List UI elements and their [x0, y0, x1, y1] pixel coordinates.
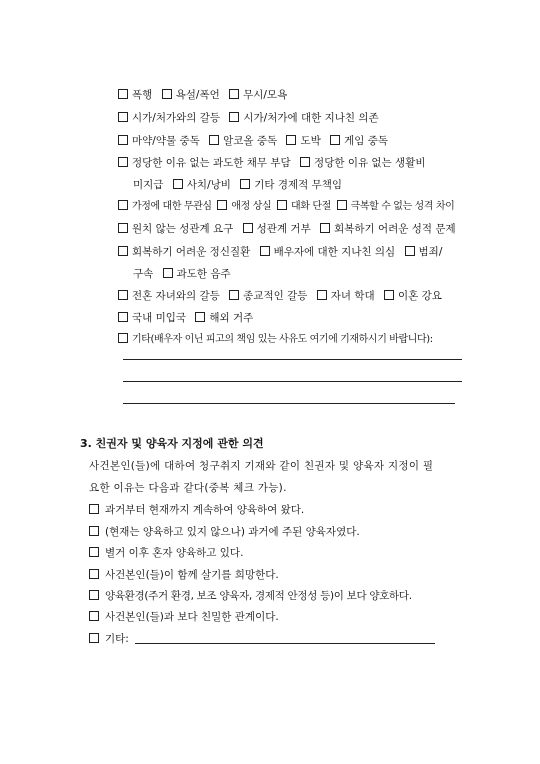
reason-label: 이혼 강요 — [397, 290, 442, 302]
reason-label: 극복할 수 없는 성격 차이 — [350, 201, 455, 212]
checkbox[interactable] — [89, 547, 99, 557]
custody-option-label: 사건본인(들)이 함께 살기를 희망한다. — [105, 569, 279, 581]
reason-option[interactable] — [240, 179, 342, 191]
checkbox[interactable] — [173, 179, 183, 189]
checkbox[interactable] — [277, 200, 287, 210]
reason-label: 무시/모욕 — [243, 89, 288, 101]
checkbox[interactable] — [89, 590, 99, 600]
checkbox[interactable] — [118, 112, 128, 122]
reason-option[interactable] — [162, 89, 220, 101]
reason-option[interactable] — [209, 135, 277, 147]
section-paragraph: 사건본인(들)에 대하여 청구취지 기재와 같이 친권자 및 양육자 지정이 필 — [89, 460, 434, 472]
checkbox[interactable] — [118, 312, 128, 322]
reason-label: 성관계 거부 — [256, 223, 311, 235]
custody-other-input-line[interactable] — [135, 633, 435, 644]
reason-option[interactable] — [163, 268, 231, 280]
reason-option[interactable] — [300, 157, 425, 169]
checkbox[interactable] — [118, 200, 128, 210]
reason-label: 배우자에 대한 지나친 의심 — [273, 246, 396, 258]
reason-label: 정당한 이유 없는 과도한 채무 부담 — [132, 157, 291, 169]
checkbox[interactable] — [286, 135, 296, 145]
reason-label: 애정 상실 — [231, 201, 272, 212]
reason-row-5 — [118, 200, 454, 214]
reason-label: 기타(배우자 이닌 피고의 책임 있는 사유도 여기에 기재하시기 바랍니다): — [132, 334, 433, 345]
reason-label: 시가/처가와의 갈등 — [132, 112, 221, 124]
reason-option[interactable] — [118, 334, 433, 345]
reason-option[interactable] — [118, 201, 212, 212]
other-reason-line[interactable] — [123, 403, 455, 404]
reason-option[interactable] — [243, 223, 311, 235]
reason-option[interactable] — [337, 201, 455, 212]
checkbox[interactable] — [89, 633, 99, 643]
reason-option[interactable] — [118, 290, 220, 302]
reason-row-7-cont — [133, 267, 237, 281]
reason-row-4-cont — [133, 178, 348, 192]
reason-label: 범죄/ — [418, 246, 443, 258]
checkbox[interactable] — [118, 157, 128, 167]
section-title: 3. 친권자 및 양육자 지정에 관한 의견 — [80, 437, 264, 450]
checkbox[interactable] — [118, 89, 128, 99]
reason-label: 도박 — [300, 135, 321, 147]
reason-label: 국내 미입국 — [132, 312, 187, 324]
reason-option[interactable] — [118, 135, 200, 147]
checkbox[interactable] — [337, 200, 347, 210]
reason-option[interactable] — [286, 135, 320, 147]
reason-label: 폭행 — [132, 89, 153, 101]
checkbox[interactable] — [195, 312, 205, 322]
reason-row-10 — [118, 333, 433, 347]
checkbox[interactable] — [89, 569, 99, 579]
checkbox[interactable] — [229, 290, 239, 300]
reason-option[interactable] — [384, 290, 442, 302]
checkbox[interactable] — [229, 112, 239, 122]
checkbox[interactable] — [384, 290, 394, 300]
reason-option[interactable] — [317, 290, 375, 302]
reason-row-8 — [118, 289, 448, 303]
custody-option[interactable] — [89, 610, 279, 624]
checkbox[interactable] — [330, 135, 340, 145]
reason-label: 자녀 학대 — [330, 290, 375, 302]
checkbox[interactable] — [118, 135, 128, 145]
checkbox[interactable] — [405, 246, 415, 256]
checkbox[interactable] — [243, 223, 253, 233]
reason-label: 전혼 자녀와의 갈등 — [132, 290, 220, 302]
custody-option[interactable] — [89, 568, 279, 582]
reason-option[interactable] — [229, 290, 307, 302]
reason-option[interactable] — [118, 112, 220, 124]
reason-option[interactable] — [118, 223, 233, 235]
custody-option[interactable] — [89, 589, 412, 603]
reason-option[interactable] — [229, 112, 378, 124]
checkbox[interactable] — [118, 223, 128, 233]
reason-label: 게임 중독 — [344, 135, 389, 147]
reason-row-2 — [118, 111, 385, 125]
checkbox[interactable] — [162, 89, 172, 99]
other-reason-line[interactable] — [123, 359, 462, 360]
reason-option[interactable] — [217, 201, 271, 212]
checkbox[interactable] — [89, 526, 99, 536]
checkbox[interactable] — [229, 89, 239, 99]
reason-row-7 — [118, 245, 442, 259]
reason-label: 마약/약물 중독 — [132, 135, 200, 147]
reason-label: 가정에 대한 무관심 — [132, 201, 212, 212]
reason-option[interactable] — [195, 312, 253, 324]
reason-label: 대화 단절 — [291, 201, 331, 212]
custody-option-label: 양육환경(주거 환경, 보조 양육자, 경제적 안정성 등)이 보다 양호하다. — [105, 590, 412, 602]
reason-label: 기타 경제적 무책임 — [254, 179, 343, 191]
reason-option[interactable] — [405, 246, 443, 258]
checkbox[interactable] — [118, 333, 128, 343]
reason-label-continuation: 미지급 — [133, 179, 164, 191]
reason-label: 원치 않는 성관계 요구 — [132, 223, 234, 235]
reason-option[interactable] — [173, 179, 231, 191]
custody-option[interactable] — [89, 546, 243, 560]
custody-option[interactable] — [89, 503, 304, 517]
section-paragraph: 요한 이유는 다음과 같다(중복 체크 가능). — [89, 482, 287, 494]
checkbox[interactable] — [209, 135, 219, 145]
reason-row-1 — [118, 88, 293, 102]
reason-label: 사치/낭비 — [186, 179, 231, 191]
reason-option[interactable] — [320, 223, 456, 235]
reason-label: 종교적인 갈등 — [243, 290, 308, 302]
custody-other-label: 기타: — [105, 633, 129, 645]
checkbox[interactable] — [300, 157, 310, 167]
reason-label: 정당한 이유 없는 생활비 — [314, 157, 426, 169]
reason-label: 시가/처가에 대한 지나친 의존 — [243, 112, 379, 124]
checkbox[interactable] — [118, 290, 128, 300]
reason-row-6 — [118, 222, 462, 236]
checkbox[interactable] — [163, 268, 173, 278]
reason-option[interactable] — [118, 89, 152, 101]
custody-option-label: 사건본인(들)과 보다 친밀한 관계이다. — [105, 611, 279, 623]
checkbox[interactable] — [217, 200, 227, 210]
checkbox[interactable] — [320, 223, 330, 233]
reason-option[interactable] — [118, 312, 186, 324]
checkbox[interactable] — [89, 504, 99, 514]
reason-row-4 — [118, 156, 432, 170]
reason-row-3 — [118, 134, 394, 148]
reason-row-9 — [118, 311, 259, 325]
reason-label: 회복하기 어려운 정신질환 — [132, 246, 251, 258]
checkbox[interactable] — [260, 246, 270, 256]
custody-option-label: 과거부터 현재까지 계속하여 양육하여 왔다. — [105, 504, 305, 516]
reason-label: 과도한 음주 — [176, 268, 231, 280]
other-reason-line[interactable] — [123, 381, 462, 382]
reason-label-continuation: 구속 — [133, 268, 154, 280]
reason-option[interactable] — [118, 157, 291, 169]
reason-label: 해외 거주 — [209, 312, 254, 324]
custody-option-other[interactable] — [89, 632, 435, 646]
reason-option[interactable] — [229, 89, 287, 101]
checkbox[interactable] — [317, 290, 327, 300]
reason-label: 회복하기 어려운 성적 문제 — [334, 223, 456, 235]
reason-option[interactable] — [118, 246, 250, 258]
checkbox[interactable] — [240, 179, 250, 189]
checkbox[interactable] — [118, 246, 128, 256]
custody-option-label: (현재는 양육하고 있지 않으나) 과거에 주된 양육자였다. — [105, 526, 360, 538]
reason-option[interactable] — [260, 246, 396, 258]
custody-option[interactable] — [89, 525, 360, 539]
checkbox[interactable] — [89, 611, 99, 621]
reason-label: 욕설/폭언 — [175, 89, 220, 101]
custody-option-label: 별거 이후 혼자 양육하고 있다. — [105, 547, 244, 559]
reason-option[interactable] — [330, 135, 388, 147]
reason-label: 알코올 중독 — [223, 135, 278, 147]
reason-option[interactable] — [277, 201, 331, 212]
